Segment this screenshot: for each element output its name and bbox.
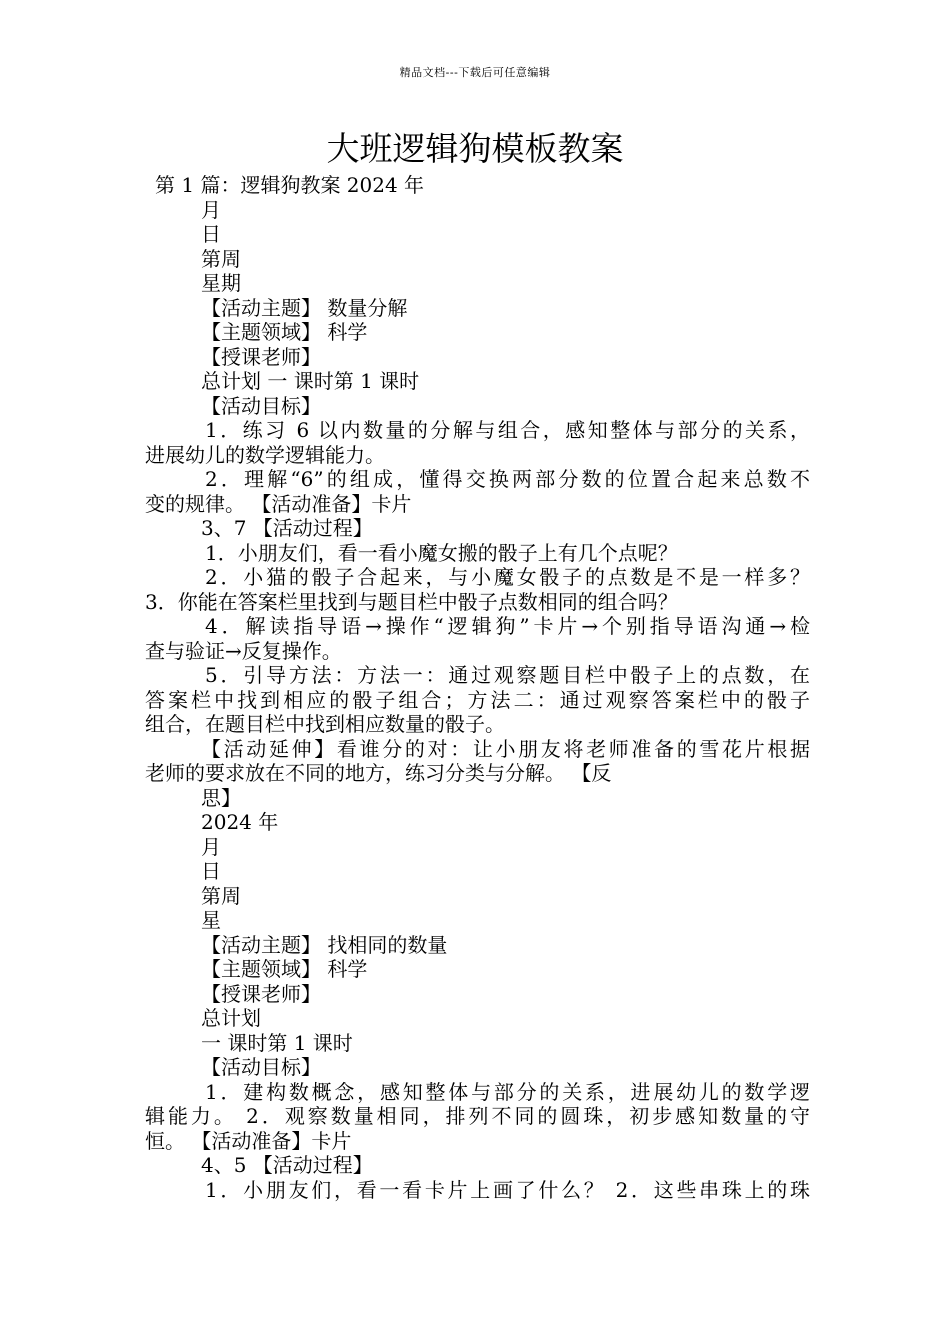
document-title: 大班逻辑狗模板教案 xyxy=(326,129,624,168)
text-line: 进展幼儿的数学逻辑能力。 xyxy=(145,442,385,467)
text-line: 总计划 一 课时第 1 课时 xyxy=(201,369,420,393)
text-line: 星期 xyxy=(201,271,241,295)
text-line: 4、5 【活动过程】 xyxy=(201,1153,373,1177)
text-line: 【活动主题】 数量分解 xyxy=(201,295,408,320)
text-line: 1．小朋友们，看一看小魔女搬的骰子上有几个点呢？ xyxy=(205,540,678,565)
text-line: 2．小猫的骰子合起来，与小魔女骰子的点数是不是一样多？ xyxy=(205,565,810,589)
text-line: 思】 xyxy=(201,785,241,810)
text-line: 变的规律。 【活动准备】卡片 xyxy=(145,491,412,516)
text-line: 【活动目标】 xyxy=(201,393,321,418)
text-line: 月 xyxy=(201,834,221,859)
text-line: 一 课时第 1 课时 xyxy=(201,1030,353,1055)
text-line: 【活动主题】 找相同的数量 xyxy=(201,932,448,957)
text-line: 3、7 【活动过程】 xyxy=(201,516,373,540)
header-note: 精品文档---下载后可任意编辑 xyxy=(399,66,551,79)
text-line: 组合，在题目栏中找到相应数量的骰子。 xyxy=(145,712,505,736)
text-line: 2．理解“6”的组成，懂得交换两部分数的位置合起来总数不 xyxy=(205,467,810,491)
text-line: 日 xyxy=(201,859,221,883)
text-line: 【授课老师】 xyxy=(201,981,321,1006)
text-line: 3．你能在答案栏里找到与题目栏中骰子点数相同的组合吗？ xyxy=(145,589,678,614)
text-line: 日 xyxy=(201,222,221,246)
text-line: 【主题领域】 科学 xyxy=(201,957,368,981)
text-line: 2024 年 xyxy=(201,810,279,834)
text-line: 4．解读指导语→操作“逻辑狗”卡片→个别指导语沟通→检 xyxy=(205,614,810,638)
text-line: 1．小朋友们，看一看卡片上画了什么？ 2．这些串珠上的珠 xyxy=(205,1177,810,1202)
text-line: 1．练习 6 以内数量的分解与组合，感知整体与部分的关系， xyxy=(205,418,810,442)
text-line: 【活动目标】 xyxy=(201,1055,321,1079)
text-line: 恒。 【活动准备】卡片 xyxy=(145,1128,352,1153)
text-line: 辑能力。 2．观察数量相同，排列不同的圆珠，初步感知数量的守 xyxy=(145,1104,810,1128)
text-line: 第 1 篇：逻辑狗教案 2024 年 xyxy=(155,173,425,197)
text-line: 第周 xyxy=(201,883,241,908)
text-line: 【主题领域】 科学 xyxy=(201,320,368,344)
text-line: 【授课老师】 xyxy=(201,344,321,369)
text-line: 5．引导方法：方法一：通过观察题目栏中骰子上的点数，在 xyxy=(205,663,810,687)
text-line: 【活动延伸】看谁分的对：让小朋友将老师准备的雪花片根据 xyxy=(201,736,810,761)
text-line: 第周 xyxy=(201,246,241,271)
text-line: 总计划 xyxy=(201,1006,261,1030)
text-line: 月 xyxy=(201,197,221,222)
text-line: 查与验证→反复操作。 xyxy=(145,638,342,663)
text-line: 星 xyxy=(201,908,221,932)
document-body xyxy=(145,173,810,1202)
text-line: 1．建构数概念，感知整体与部分的关系，进展幼儿的数学逻 xyxy=(205,1079,810,1104)
text-line: 老师的要求放在不同的地方，练习分类与分解。 【反 xyxy=(145,761,612,785)
text-line: 答案栏中找到相应的骰子组合；方法二：通过观察答案栏中的骰子 xyxy=(145,687,810,712)
